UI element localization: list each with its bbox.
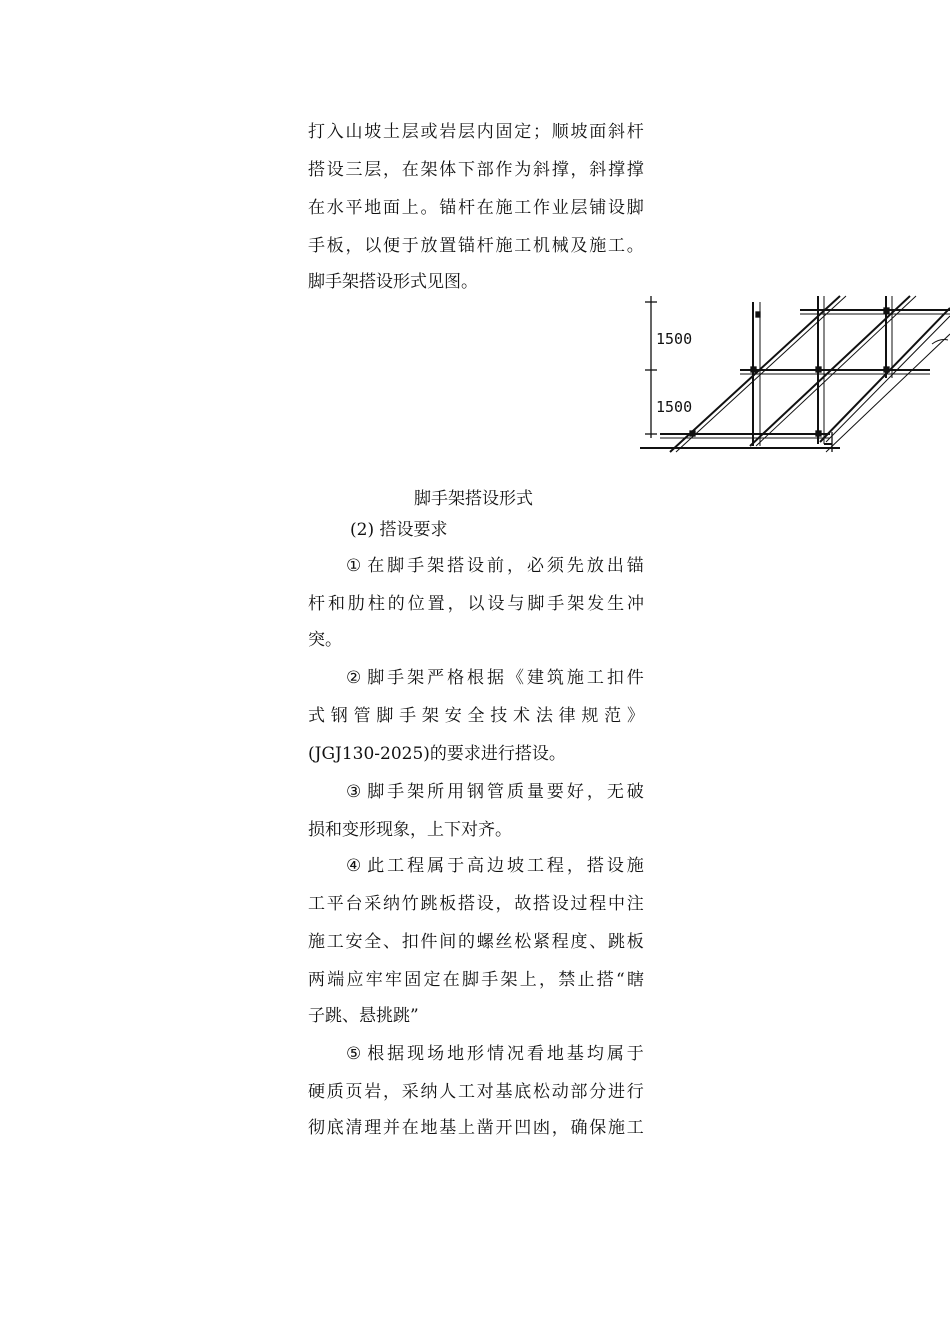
text-line: 施 工 安 全 、 扣 件 间 的 螺 丝 松 紧 程 度 、 跳 板	[308, 932, 644, 952]
figure-caption: 脚手架搭设形式	[414, 489, 533, 509]
text-line: 损和变形现象，上下对齐。	[308, 820, 512, 840]
text-line: 硬 质 页 岩 ， 采 纳 人 工 对 基 底 松 动 部 分 进 行	[308, 1082, 644, 1102]
scaffold-drawing	[640, 294, 950, 454]
text-line: 在 水 平 地 面 上 。 锚 杆 在 施 工 作 业 层 铺 设 脚	[308, 198, 644, 218]
text-line: ① 在 脚 手 架 搭 设 前 ， 必 须 先 放 出 锚	[346, 556, 644, 576]
text-line: 式 钢 管 脚 手 架 安 全 技 术 法 律 规 范 》	[308, 706, 644, 726]
text-line: 子跳、悬挑跳”	[308, 1006, 419, 1026]
text-line: 脚手架搭设形式见图。	[308, 272, 478, 292]
text-line: 打 入 山 坡 土 层 或 岩 层 内 固 定 ； 顺 坡 面 斜 杆	[308, 122, 644, 142]
text-line: 工 平 台 采 纳 竹 跳 板 搭 设 ， 故 搭 设 过 程 中 注	[308, 894, 644, 914]
text-line: 两 端 应 牢 牢 固 定 在 脚 手 架 上 ， 禁 止 搭 “ 瞎	[308, 970, 644, 990]
text-line: ⑤ 根 据 现 场 地 形 情 况 看 地 基 均 属 于	[346, 1044, 644, 1064]
text-line: 突。	[308, 630, 342, 650]
text-line: 杆 和 肋 柱 的 位 置 ， 以 设 与 脚 手 架 发 生 冲	[308, 594, 644, 614]
section-heading: (2) 搭设要求	[350, 520, 448, 540]
text-line: 搭 设 三 层 ， 在 架 体 下 部 作 为 斜 撑 ， 斜 撑 撑	[308, 160, 644, 180]
text-line: ④ 此 工 程 属 于 高 边 坡 工 程 ， 搭 设 施	[346, 856, 644, 876]
scaffold-diagram	[640, 294, 950, 454]
text-line: ② 脚 手 架 严 格 根 据 《 建 筑 施 工 扣 件	[346, 668, 644, 688]
dimension-label-lower: 1500	[656, 398, 693, 416]
text-line: 彻 底 清 理 并 在 地 基 上 凿 开 凹 凼 ， 确 保 施 工	[308, 1118, 644, 1138]
text-line: (JGJ130-2025)的要求进行搭设。	[308, 744, 566, 764]
text-line: 手 板 ， 以 便 于 放 置 锚 杆 施 工 机 械 及 施 工 。	[308, 236, 644, 256]
dimension-label-upper: 1500	[656, 330, 693, 348]
text-line: ③ 脚 手 架 所 用 钢 管 质 量 要 好 ， 无 破	[346, 782, 644, 802]
